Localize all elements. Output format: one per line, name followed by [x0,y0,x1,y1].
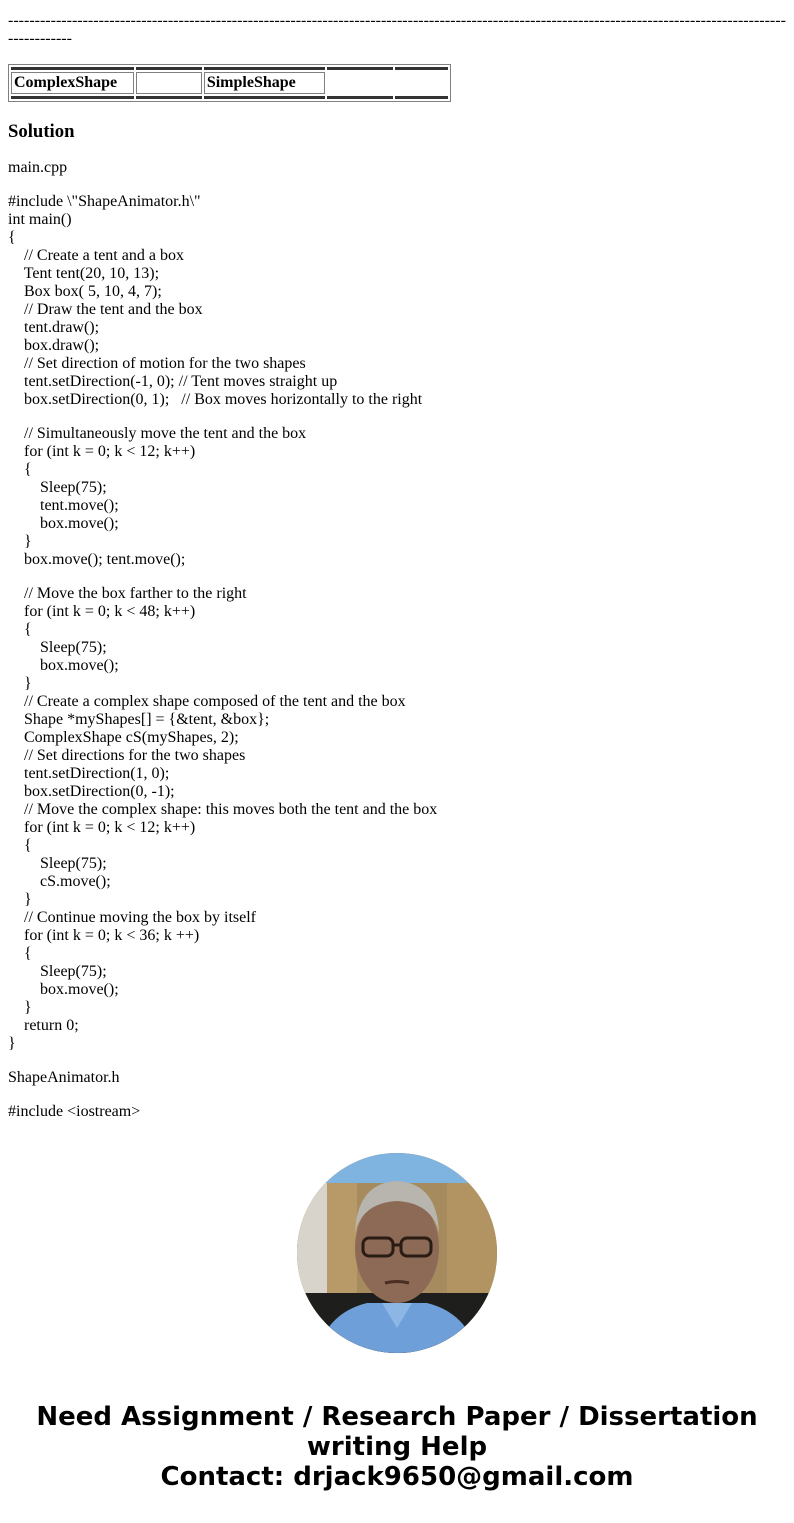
code-line: box.move(); [8,981,119,998]
code-line: } [8,533,32,550]
code-line: return 0; [8,1017,79,1034]
code-line: // Move the complex shape: this moves both the tent and the box [8,801,438,818]
document-body [8,0,788,1122]
code-line: } [8,675,32,692]
code-line: // Create a tent and a box [8,247,184,264]
code-line: // Draw the tent and the box [8,301,203,318]
code-line [8,569,788,585]
code-line: box.move(); tent.move(); [8,551,186,568]
code-line: #include <iostream> [8,1103,141,1120]
cell-empty [395,72,448,94]
code-line: } [8,891,32,908]
promo-line-2: writing Help [306,1432,488,1462]
promo-contact-email: Contact: drjack9650@gmail.com [160,1462,634,1492]
code-block-main-cpp [8,193,788,1053]
code-line: Sleep(75); [8,855,107,872]
code-line: { [8,461,32,478]
separator-dashes-2: ---- [50,30,72,47]
code-line: for (int k = 0; k < 36; k ++) [8,927,200,944]
code-line: tent.setDirection(-1, 0); // Tent moves straight up [8,373,338,390]
code-line: for (int k = 0; k < 48; k++) [8,603,196,620]
cell-complexshape: ComplexShape [11,72,134,94]
promo-line-1: Need Assignment / Research Paper / Dissertation [36,1402,758,1432]
cell-simpleshape: SimpleShape [204,72,325,94]
promo-banner [0,1402,794,1492]
code-line: // Set directions for the two shapes [8,747,246,764]
code-line: for (int k = 0; k < 12; k++) [8,819,196,836]
code-block-shapeanimator-h [8,1103,788,1121]
code-line: // Simultaneously move the tent and the box [8,425,307,442]
code-line: box.move(); [8,515,119,532]
code-line: { [8,229,16,246]
code-line: box.draw(); [8,337,100,354]
code-line: { [8,621,32,638]
code-line: { [8,837,32,854]
file-name-main-cpp: main.cpp [8,159,68,176]
cell-empty [327,72,393,94]
code-line: #include \"ShapeAnimator.h\" [8,193,201,210]
code-line: tent.move(); [8,497,119,514]
code-line: // Move the box farther to the right [8,585,247,602]
code-line: for (int k = 0; k < 12; k++) [8,443,196,460]
solution-heading: Solution [8,121,75,142]
code-line: box.move(); [8,657,119,674]
code-line: int main() [8,211,72,228]
code-line: cS.move(); [8,873,111,890]
code-line [8,409,788,425]
code-line: ComplexShape cS(myShapes, 2); [8,729,239,746]
table-row-top [11,67,448,70]
code-line: box.setDirection(0, -1); [8,783,175,800]
separator-line [8,12,788,48]
separator-dashes-1: ---------------------------------------------------------------------------------------------------------------------------------------------------------- [8,12,786,47]
code-line: tent.setDirection(1, 0); [8,765,170,782]
table-row [11,72,448,94]
code-line: Sleep(75); [8,639,107,656]
table-row-bottom [11,96,448,99]
cell-empty [136,72,202,94]
code-line: // Create a complex shape composed of the tent and the box [8,693,406,710]
class-hierarchy-table [8,64,451,102]
file-name-shapeanimator-h: ShapeAnimator.h [8,1069,120,1086]
code-line: Shape *myShapes[] = {&tent, &box}; [8,711,270,728]
code-line: // Set direction of motion for the two shapes [8,355,306,372]
code-line: Sleep(75); [8,963,107,980]
code-line: Box box( 5, 10, 4, 7); [8,283,162,300]
code-line: } [8,1035,16,1052]
code-line: } [8,999,32,1016]
code-line: { [8,945,32,962]
code-line: box.setDirection(0, 1); // Box moves horizontally to the right [8,391,423,408]
code-line: Sleep(75); [8,479,107,496]
author-photo [297,1153,497,1353]
code-line: tent.draw(); [8,319,100,336]
portrait-image [297,1153,497,1353]
code-line: // Continue moving the box by itself [8,909,256,926]
code-line: Tent tent(20, 10, 13); [8,265,160,282]
